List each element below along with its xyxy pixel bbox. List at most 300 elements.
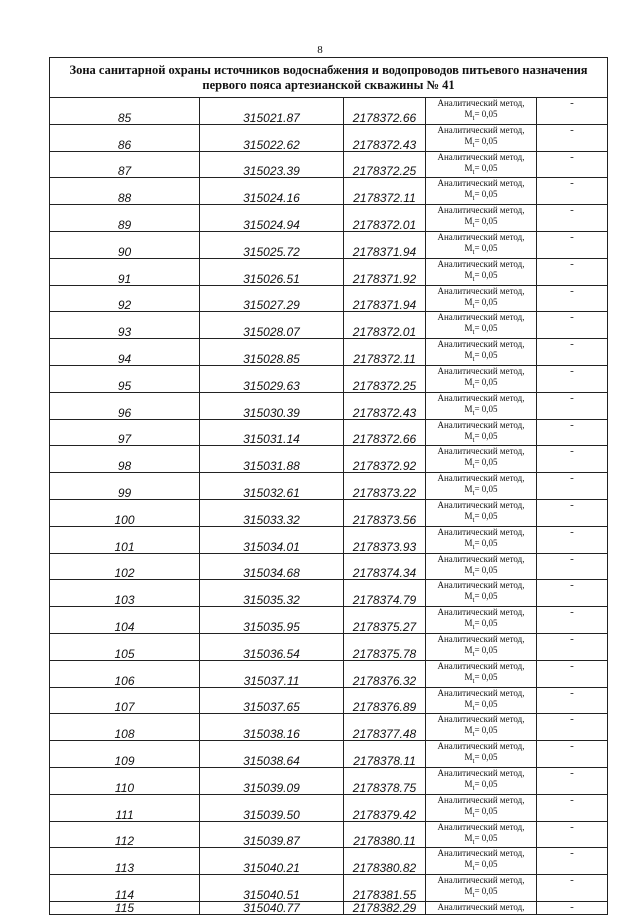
precision-value: = 0,05 <box>474 296 498 307</box>
precision-value: = 0,05 <box>474 350 498 361</box>
accuracy-dash: - <box>537 633 608 660</box>
method-cell <box>426 124 537 151</box>
precision-text <box>426 725 536 740</box>
precision-value: = 0,05 <box>474 805 498 816</box>
point-number: 111 <box>50 794 200 821</box>
table-row <box>50 580 608 607</box>
precision-text <box>426 323 536 338</box>
precision-text <box>426 109 536 124</box>
method-cell <box>426 901 537 914</box>
method-cell <box>426 365 537 392</box>
table-row <box>50 714 608 741</box>
coordinate-x: 315039.50 <box>200 794 344 821</box>
precision-subscript: t <box>472 569 475 578</box>
method-text: Аналитический метод, <box>437 714 525 725</box>
point-number: 86 <box>50 124 200 151</box>
point-number: 114 <box>50 875 200 902</box>
method-text: Аналитический метод, <box>437 767 525 778</box>
coordinate-x: 315024.94 <box>200 205 344 232</box>
method-text: Аналитический метод, <box>437 285 525 296</box>
method-cell <box>426 178 537 205</box>
table-row <box>50 553 608 580</box>
method-text: Аналитический метод, <box>437 580 525 591</box>
point-number: 108 <box>50 714 200 741</box>
precision-text <box>426 350 536 365</box>
precision-text <box>426 404 536 419</box>
precision-text <box>426 189 536 204</box>
method-text: Аналитический метод, <box>437 499 525 510</box>
title-line-2: первого пояса артезианской скважины № 41 <box>202 77 455 92</box>
point-number: 113 <box>50 848 200 875</box>
table-row <box>50 687 608 714</box>
point-number: 101 <box>50 526 200 553</box>
accuracy-dash: - <box>537 794 608 821</box>
method-cell <box>426 499 537 526</box>
precision-text <box>426 377 536 392</box>
point-number: 94 <box>50 339 200 366</box>
coordinate-y: 2178372.01 <box>344 312 426 339</box>
coordinate-x: 315034.01 <box>200 526 344 553</box>
precision-subscript: t <box>472 140 475 149</box>
coordinate-y: 2178380.11 <box>344 821 426 848</box>
coordinate-y: 2178379.42 <box>344 794 426 821</box>
method-cell <box>426 526 537 553</box>
precision-text <box>426 645 536 660</box>
coordinate-y: 2178376.89 <box>344 687 426 714</box>
precision-subscript: t <box>472 220 475 229</box>
precision-text <box>426 270 536 285</box>
precision-subscript: t <box>472 515 475 524</box>
coordinate-y: 2178382.29 <box>344 901 426 914</box>
precision-value: = 0,05 <box>474 591 498 602</box>
table-row <box>50 607 608 634</box>
coordinate-y: 2178372.25 <box>344 365 426 392</box>
precision-value: = 0,05 <box>474 671 498 682</box>
precision-text <box>426 672 536 687</box>
method-text: Аналитический метод, <box>437 178 525 189</box>
point-number: 87 <box>50 151 200 178</box>
coordinate-x: 315040.21 <box>200 848 344 875</box>
precision-symbol: M <box>464 886 473 897</box>
precision-value: = 0,05 <box>474 216 498 227</box>
coordinate-x: 315031.88 <box>200 446 344 473</box>
precision-subscript: t <box>472 649 475 658</box>
precision-subscript: t <box>472 676 475 685</box>
precision-subscript: t <box>472 408 475 417</box>
coordinate-y: 2178373.93 <box>344 526 426 553</box>
coordinate-y: 2178381.55 <box>344 875 426 902</box>
table-row <box>50 392 608 419</box>
coordinate-x: 315024.16 <box>200 178 344 205</box>
accuracy-dash: - <box>537 258 608 285</box>
precision-subscript: t <box>472 730 475 739</box>
precision-subscript: t <box>472 247 475 256</box>
coordinate-x: 315039.09 <box>200 767 344 794</box>
table-body <box>50 98 608 915</box>
precision-symbol: M <box>464 832 473 843</box>
table-row <box>50 231 608 258</box>
coordinate-x: 315026.51 <box>200 258 344 285</box>
method-cell <box>426 392 537 419</box>
method-text: Аналитический метод, <box>437 446 525 457</box>
precision-text <box>426 752 536 767</box>
precision-value: = 0,05 <box>474 162 498 173</box>
precision-symbol: M <box>464 376 473 387</box>
precision-symbol: M <box>464 135 473 146</box>
precision-symbol: M <box>464 269 473 280</box>
table-row <box>50 446 608 473</box>
accuracy-dash: - <box>537 312 608 339</box>
coordinate-x: 315039.87 <box>200 821 344 848</box>
method-text: Аналитический метод, <box>437 473 525 484</box>
precision-value: = 0,05 <box>474 430 498 441</box>
accuracy-dash: - <box>537 285 608 312</box>
precision-text <box>426 511 536 526</box>
table-row <box>50 633 608 660</box>
point-number: 93 <box>50 312 200 339</box>
accuracy-dash: - <box>537 124 608 151</box>
method-text: Аналитический метод, <box>437 151 525 162</box>
method-cell <box>426 660 537 687</box>
table-row <box>50 419 608 446</box>
method-text: Аналитический метод, <box>437 231 525 242</box>
method-cell <box>426 580 537 607</box>
precision-symbol: M <box>464 350 473 361</box>
coordinate-y: 2178374.79 <box>344 580 426 607</box>
method-text: Аналитический метод, <box>437 258 525 269</box>
method-text: Аналитический метод, <box>437 365 525 376</box>
accuracy-dash: - <box>537 714 608 741</box>
precision-value: = 0,05 <box>474 778 498 789</box>
precision-subscript: t <box>472 113 475 122</box>
coordinate-x: 315035.95 <box>200 607 344 634</box>
method-text: Аналитический метод, <box>437 875 525 886</box>
precision-value: = 0,05 <box>474 859 498 870</box>
accuracy-dash: - <box>537 365 608 392</box>
table-row <box>50 124 608 151</box>
precision-symbol: M <box>464 725 473 736</box>
coordinate-y: 2178372.66 <box>344 98 426 125</box>
precision-subscript: t <box>472 328 475 337</box>
precision-text <box>426 859 536 874</box>
point-number: 89 <box>50 205 200 232</box>
point-number: 109 <box>50 741 200 768</box>
precision-value: = 0,05 <box>474 457 498 468</box>
coordinate-x: 315037.11 <box>200 660 344 687</box>
method-text: Аналитический метод, <box>437 312 525 323</box>
method-cell <box>426 231 537 258</box>
method-text: Аналитический метод, <box>437 419 525 430</box>
method-text: Аналитический метод, <box>437 339 525 350</box>
precision-symbol: M <box>464 644 473 655</box>
method-cell <box>426 821 537 848</box>
precision-text <box>426 779 536 794</box>
precision-subscript: t <box>472 488 475 497</box>
precision-symbol: M <box>464 698 473 709</box>
method-cell <box>426 339 537 366</box>
coordinate-y: 2178372.43 <box>344 124 426 151</box>
precision-symbol: M <box>464 296 473 307</box>
table-row <box>50 767 608 794</box>
coordinates-table <box>49 57 608 915</box>
coordinate-x: 315038.16 <box>200 714 344 741</box>
coordinate-y: 2178378.11 <box>344 741 426 768</box>
precision-subscript: t <box>472 167 475 176</box>
accuracy-dash: - <box>537 553 608 580</box>
point-number: 90 <box>50 231 200 258</box>
table-row <box>50 794 608 821</box>
precision-value: = 0,05 <box>474 644 498 655</box>
coordinate-y: 2178371.94 <box>344 231 426 258</box>
table-row <box>50 499 608 526</box>
coordinate-x: 315029.63 <box>200 365 344 392</box>
precision-text <box>426 565 536 580</box>
accuracy-dash: - <box>537 848 608 875</box>
table-title <box>50 58 608 98</box>
precision-symbol: M <box>464 403 473 414</box>
method-cell <box>426 794 537 821</box>
precision-symbol: M <box>464 537 473 548</box>
method-text: Аналитический метод, <box>437 607 525 618</box>
accuracy-dash: - <box>537 580 608 607</box>
precision-subscript: t <box>472 596 475 605</box>
coordinate-y: 2178374.34 <box>344 553 426 580</box>
point-number: 106 <box>50 660 200 687</box>
precision-symbol: M <box>464 242 473 253</box>
point-number: 98 <box>50 446 200 473</box>
point-number: 92 <box>50 285 200 312</box>
precision-text <box>426 591 536 606</box>
precision-value: = 0,05 <box>474 752 498 763</box>
coordinate-x: 315038.64 <box>200 741 344 768</box>
precision-value: = 0,05 <box>474 269 498 280</box>
accuracy-dash: - <box>537 767 608 794</box>
precision-subscript: t <box>472 274 475 283</box>
table-row <box>50 901 608 914</box>
precision-text <box>426 297 536 312</box>
precision-subscript: t <box>472 354 475 363</box>
coordinate-y: 2178373.56 <box>344 499 426 526</box>
precision-subscript: t <box>472 381 475 390</box>
precision-value: = 0,05 <box>474 564 498 575</box>
method-cell <box>426 607 537 634</box>
method-cell <box>426 419 537 446</box>
coordinate-y: 2178376.32 <box>344 660 426 687</box>
point-number: 104 <box>50 607 200 634</box>
coordinate-y: 2178375.78 <box>344 633 426 660</box>
precision-value: = 0,05 <box>474 510 498 521</box>
table-row <box>50 526 608 553</box>
coordinate-y: 2178372.92 <box>344 446 426 473</box>
point-number: 105 <box>50 633 200 660</box>
coordinate-x: 315027.29 <box>200 285 344 312</box>
precision-text <box>426 886 536 901</box>
coordinate-x: 315040.77 <box>200 901 344 914</box>
precision-symbol: M <box>464 591 473 602</box>
accuracy-dash: - <box>537 660 608 687</box>
point-number: 85 <box>50 98 200 125</box>
precision-value: = 0,05 <box>474 725 498 736</box>
precision-text <box>426 163 536 178</box>
coordinate-x: 315030.39 <box>200 392 344 419</box>
precision-value: = 0,05 <box>474 135 498 146</box>
method-text: Аналитический метод, <box>437 392 525 403</box>
precision-symbol: M <box>464 752 473 763</box>
method-text: Аналитический метод, <box>437 633 525 644</box>
coordinate-y: 2178372.01 <box>344 205 426 232</box>
precision-symbol: M <box>464 162 473 173</box>
method-text: Аналитический метод, <box>437 741 525 752</box>
accuracy-dash: - <box>537 392 608 419</box>
precision-symbol: M <box>464 618 473 629</box>
accuracy-dash: - <box>537 499 608 526</box>
point-number: 107 <box>50 687 200 714</box>
precision-value: = 0,05 <box>474 323 498 334</box>
method-cell <box>426 848 537 875</box>
table-row <box>50 178 608 205</box>
method-cell <box>426 285 537 312</box>
coordinate-y: 2178380.82 <box>344 848 426 875</box>
table-row <box>50 205 608 232</box>
title-row <box>50 58 608 98</box>
precision-symbol: M <box>464 510 473 521</box>
coordinate-x: 315021.87 <box>200 98 344 125</box>
coordinate-x: 315025.72 <box>200 231 344 258</box>
accuracy-dash: - <box>537 419 608 446</box>
method-cell <box>426 473 537 500</box>
table-row <box>50 660 608 687</box>
precision-value: = 0,05 <box>474 886 498 897</box>
precision-subscript: t <box>472 542 475 551</box>
method-text: Аналитический метод, <box>437 848 525 859</box>
precision-symbol: M <box>464 109 473 119</box>
table-row <box>50 848 608 875</box>
precision-symbol: M <box>464 805 473 816</box>
coordinate-x: 315040.51 <box>200 875 344 902</box>
accuracy-dash: - <box>537 231 608 258</box>
precision-subscript: t <box>472 783 475 792</box>
method-text: Аналитический метод, <box>437 526 525 537</box>
table-row <box>50 285 608 312</box>
point-number: 99 <box>50 473 200 500</box>
coordinate-x: 315022.62 <box>200 124 344 151</box>
point-number: 110 <box>50 767 200 794</box>
method-cell <box>426 741 537 768</box>
precision-subscript: t <box>472 301 475 310</box>
accuracy-dash: - <box>537 178 608 205</box>
accuracy-dash: - <box>537 607 608 634</box>
precision-text <box>426 538 536 553</box>
coordinate-y: 2178372.11 <box>344 178 426 205</box>
method-cell <box>426 767 537 794</box>
precision-subscript: t <box>472 622 475 631</box>
precision-subscript: t <box>472 194 475 203</box>
title-line-1: Зона санитарной охраны источников водоснабжения и водопроводов питьевого назначения <box>69 62 588 77</box>
precision-symbol: M <box>464 189 473 200</box>
point-number: 91 <box>50 258 200 285</box>
method-cell <box>426 553 537 580</box>
method-text: Аналитический метод, <box>437 687 525 698</box>
coordinate-x: 315028.07 <box>200 312 344 339</box>
table-row <box>50 258 608 285</box>
precision-subscript: t <box>472 435 475 444</box>
coordinate-y: 2178372.25 <box>344 151 426 178</box>
page-number: 8 <box>317 44 323 56</box>
coordinate-y: 2178372.11 <box>344 339 426 366</box>
accuracy-dash: - <box>537 526 608 553</box>
method-cell <box>426 312 537 339</box>
method-cell <box>426 446 537 473</box>
precision-text <box>426 618 536 633</box>
precision-value: = 0,05 <box>474 189 498 200</box>
precision-symbol: M <box>464 778 473 789</box>
table-row <box>50 741 608 768</box>
method-text: Аналитический метод, <box>437 124 525 135</box>
method-cell <box>426 633 537 660</box>
point-number: 97 <box>50 419 200 446</box>
method-cell <box>426 205 537 232</box>
point-number: 88 <box>50 178 200 205</box>
table-row <box>50 151 608 178</box>
table-row <box>50 875 608 902</box>
precision-subscript: t <box>472 703 475 712</box>
coordinate-y: 2178377.48 <box>344 714 426 741</box>
precision-value: = 0,05 <box>474 832 498 843</box>
precision-value: = 0,05 <box>474 484 498 495</box>
method-text: Аналитический метод, <box>437 821 525 832</box>
precision-subscript: t <box>472 864 475 873</box>
precision-text <box>426 136 536 151</box>
method-text: Аналитический метод, <box>437 794 525 805</box>
coordinate-x: 315033.32 <box>200 499 344 526</box>
coordinate-y: 2178372.43 <box>344 392 426 419</box>
precision-value: = 0,05 <box>474 698 498 709</box>
coordinate-x: 315032.61 <box>200 473 344 500</box>
method-text: Аналитический метод, <box>437 98 525 108</box>
method-text: Аналитический метод, <box>437 553 525 564</box>
precision-symbol: M <box>464 859 473 870</box>
precision-subscript: t <box>472 837 475 846</box>
precision-text <box>426 484 536 499</box>
precision-symbol: M <box>464 216 473 227</box>
precision-subscript: t <box>472 462 475 471</box>
precision-text <box>426 457 536 472</box>
point-number: 95 <box>50 365 200 392</box>
table-row <box>50 473 608 500</box>
point-number: 112 <box>50 821 200 848</box>
precision-value: = 0,05 <box>474 403 498 414</box>
precision-symbol: M <box>464 671 473 682</box>
coordinate-y: 2178371.92 <box>344 258 426 285</box>
accuracy-dash: - <box>537 687 608 714</box>
table-row <box>50 339 608 366</box>
precision-subscript: t <box>472 756 475 765</box>
coordinate-x: 315023.39 <box>200 151 344 178</box>
accuracy-dash: - <box>537 473 608 500</box>
coordinate-x: 315037.65 <box>200 687 344 714</box>
point-number: 103 <box>50 580 200 607</box>
accuracy-dash: - <box>537 98 608 125</box>
method-text: Аналитический метод, <box>437 660 525 671</box>
method-cell <box>426 258 537 285</box>
precision-text <box>426 243 536 258</box>
accuracy-dash: - <box>537 446 608 473</box>
precision-text <box>426 806 536 821</box>
precision-value: = 0,05 <box>474 109 498 119</box>
coordinate-x: 315031.14 <box>200 419 344 446</box>
precision-text <box>426 833 536 848</box>
coordinate-y: 2178375.27 <box>344 607 426 634</box>
